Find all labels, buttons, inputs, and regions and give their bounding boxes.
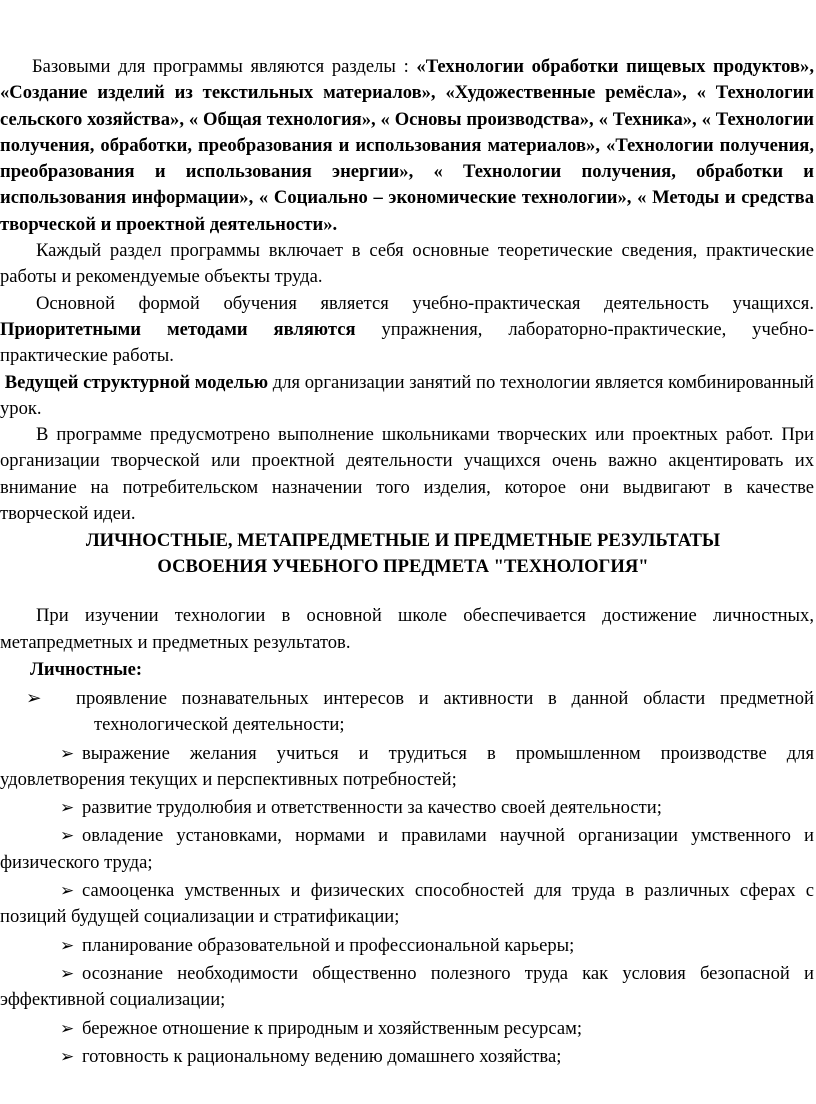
paragraph-text: для организации занятий по технологии является комбинированный урок. [0, 371, 814, 419]
paragraph-section-contents: Каждый раздел программы включает в себя основные теоретические сведения, практические работы и рекомендуемые объекты труда. [0, 240, 814, 288]
paragraph-results-intro: При изучении технологии в основной школе обеспечивается достижение личностных, метапредметных и предметных результатов. [0, 605, 814, 653]
list-item: ➢ осознание необходимости общественно полезного труда как условия безопасной и эффективной социализации; [0, 962, 814, 1011]
list-item: ➢ планирование образовательной и профессиональной карьеры; [0, 933, 814, 959]
paragraph-methods [0, 291, 814, 370]
paragraph-text: Основной формой обучения является учебно-практическая деятельность учащихся. [36, 292, 814, 314]
list-item: ➢ готовность к рациональному ведению домашнего хозяйства; [0, 1044, 814, 1070]
paragraph-model [0, 370, 814, 423]
section-heading-line-2: ОСВОЕНИЯ УЧЕБНОГО ПРЕДМЕТА "ТЕХНОЛОГИЯ" [157, 556, 649, 578]
list-item: ➢ развитие трудолюбия и ответственности за качество своей деятельности; [0, 795, 814, 821]
arrow-bullet-icon: ➢ [60, 935, 75, 955]
paragraph-text: упражнения, лабораторно-практические, учебно-практические работы. [0, 318, 814, 367]
arrow-bullet-icon: ➢ [60, 798, 75, 818]
paragraph-text: Базовыми для программы являются разделы : [32, 56, 417, 77]
list-item: ➢ овладение установками, нормами и правилами научной организации умственного и физического труда; [0, 825, 814, 873]
paragraph-sections [0, 54, 814, 238]
list-item: ➢ проявление познавательных интересов и активности в данной области предметной технологической деятельности; [26, 687, 814, 736]
personal-results-label: Личностные: [30, 658, 143, 680]
arrow-bullet-icon: ➢ [26, 687, 42, 709]
sections-list-bold: «Технологии обработки пищевых продуктов», «Создание изделий из текстильных материалов», «Художественные ремёсла», « Технологии сельского хозяйства», « Общая технология», « Основы производства», « Техника», « Технологии получения, обработки, преобразования и использования материалов», «Технологии получения, преобразования и использования энергии», « Технологии получения, обработки и использования информации», « Социально – экономические технологии», « Методы и средства творческой и проектной деятельности». [0, 56, 814, 235]
arrow-bullet-icon: ➢ [60, 1018, 75, 1038]
arrow-bullet-icon: ➢ [60, 826, 75, 846]
list-item: ➢ самооценка умственных и физических способностей для труда в различных сферах с позиций будущей социализации и стратификации; [0, 880, 814, 928]
arrow-bullet-icon: ➢ [60, 743, 75, 763]
personal-results-list [0, 686, 814, 1070]
section-heading [0, 528, 814, 580]
list-item: ➢ бережное отношение к природным и хозяйственным ресурсам; [0, 1016, 814, 1042]
arrow-bullet-icon: ➢ [60, 963, 75, 983]
priority-methods-bold: Приоритетными методами являются [0, 318, 356, 340]
arrow-bullet-icon: ➢ [60, 1046, 75, 1066]
paragraph-projects: В программе предусмотрено выполнение школьниками творческих или проектных работ. При организации творческой или проектной деятельности учащихся очень важно акцентировать их внимание на потребительском назначении того изделия, которое они выдвигают в качестве творческой идеи. [0, 424, 814, 525]
leading-model-bold: Ведущей структурной моделью [4, 371, 269, 393]
list-item: ➢ выражение желания учиться и трудиться в промышленном производстве для удовлетворения текущих и перспективных потребностей; [0, 742, 814, 790]
arrow-bullet-icon: ➢ [60, 881, 75, 901]
section-heading-line-1: ЛИЧНОСТНЫЕ, МЕТАПРЕДМЕТНЫЕ И ПРЕДМЕТНЫЕ РЕЗУЛЬТАТЫ [85, 530, 721, 552]
